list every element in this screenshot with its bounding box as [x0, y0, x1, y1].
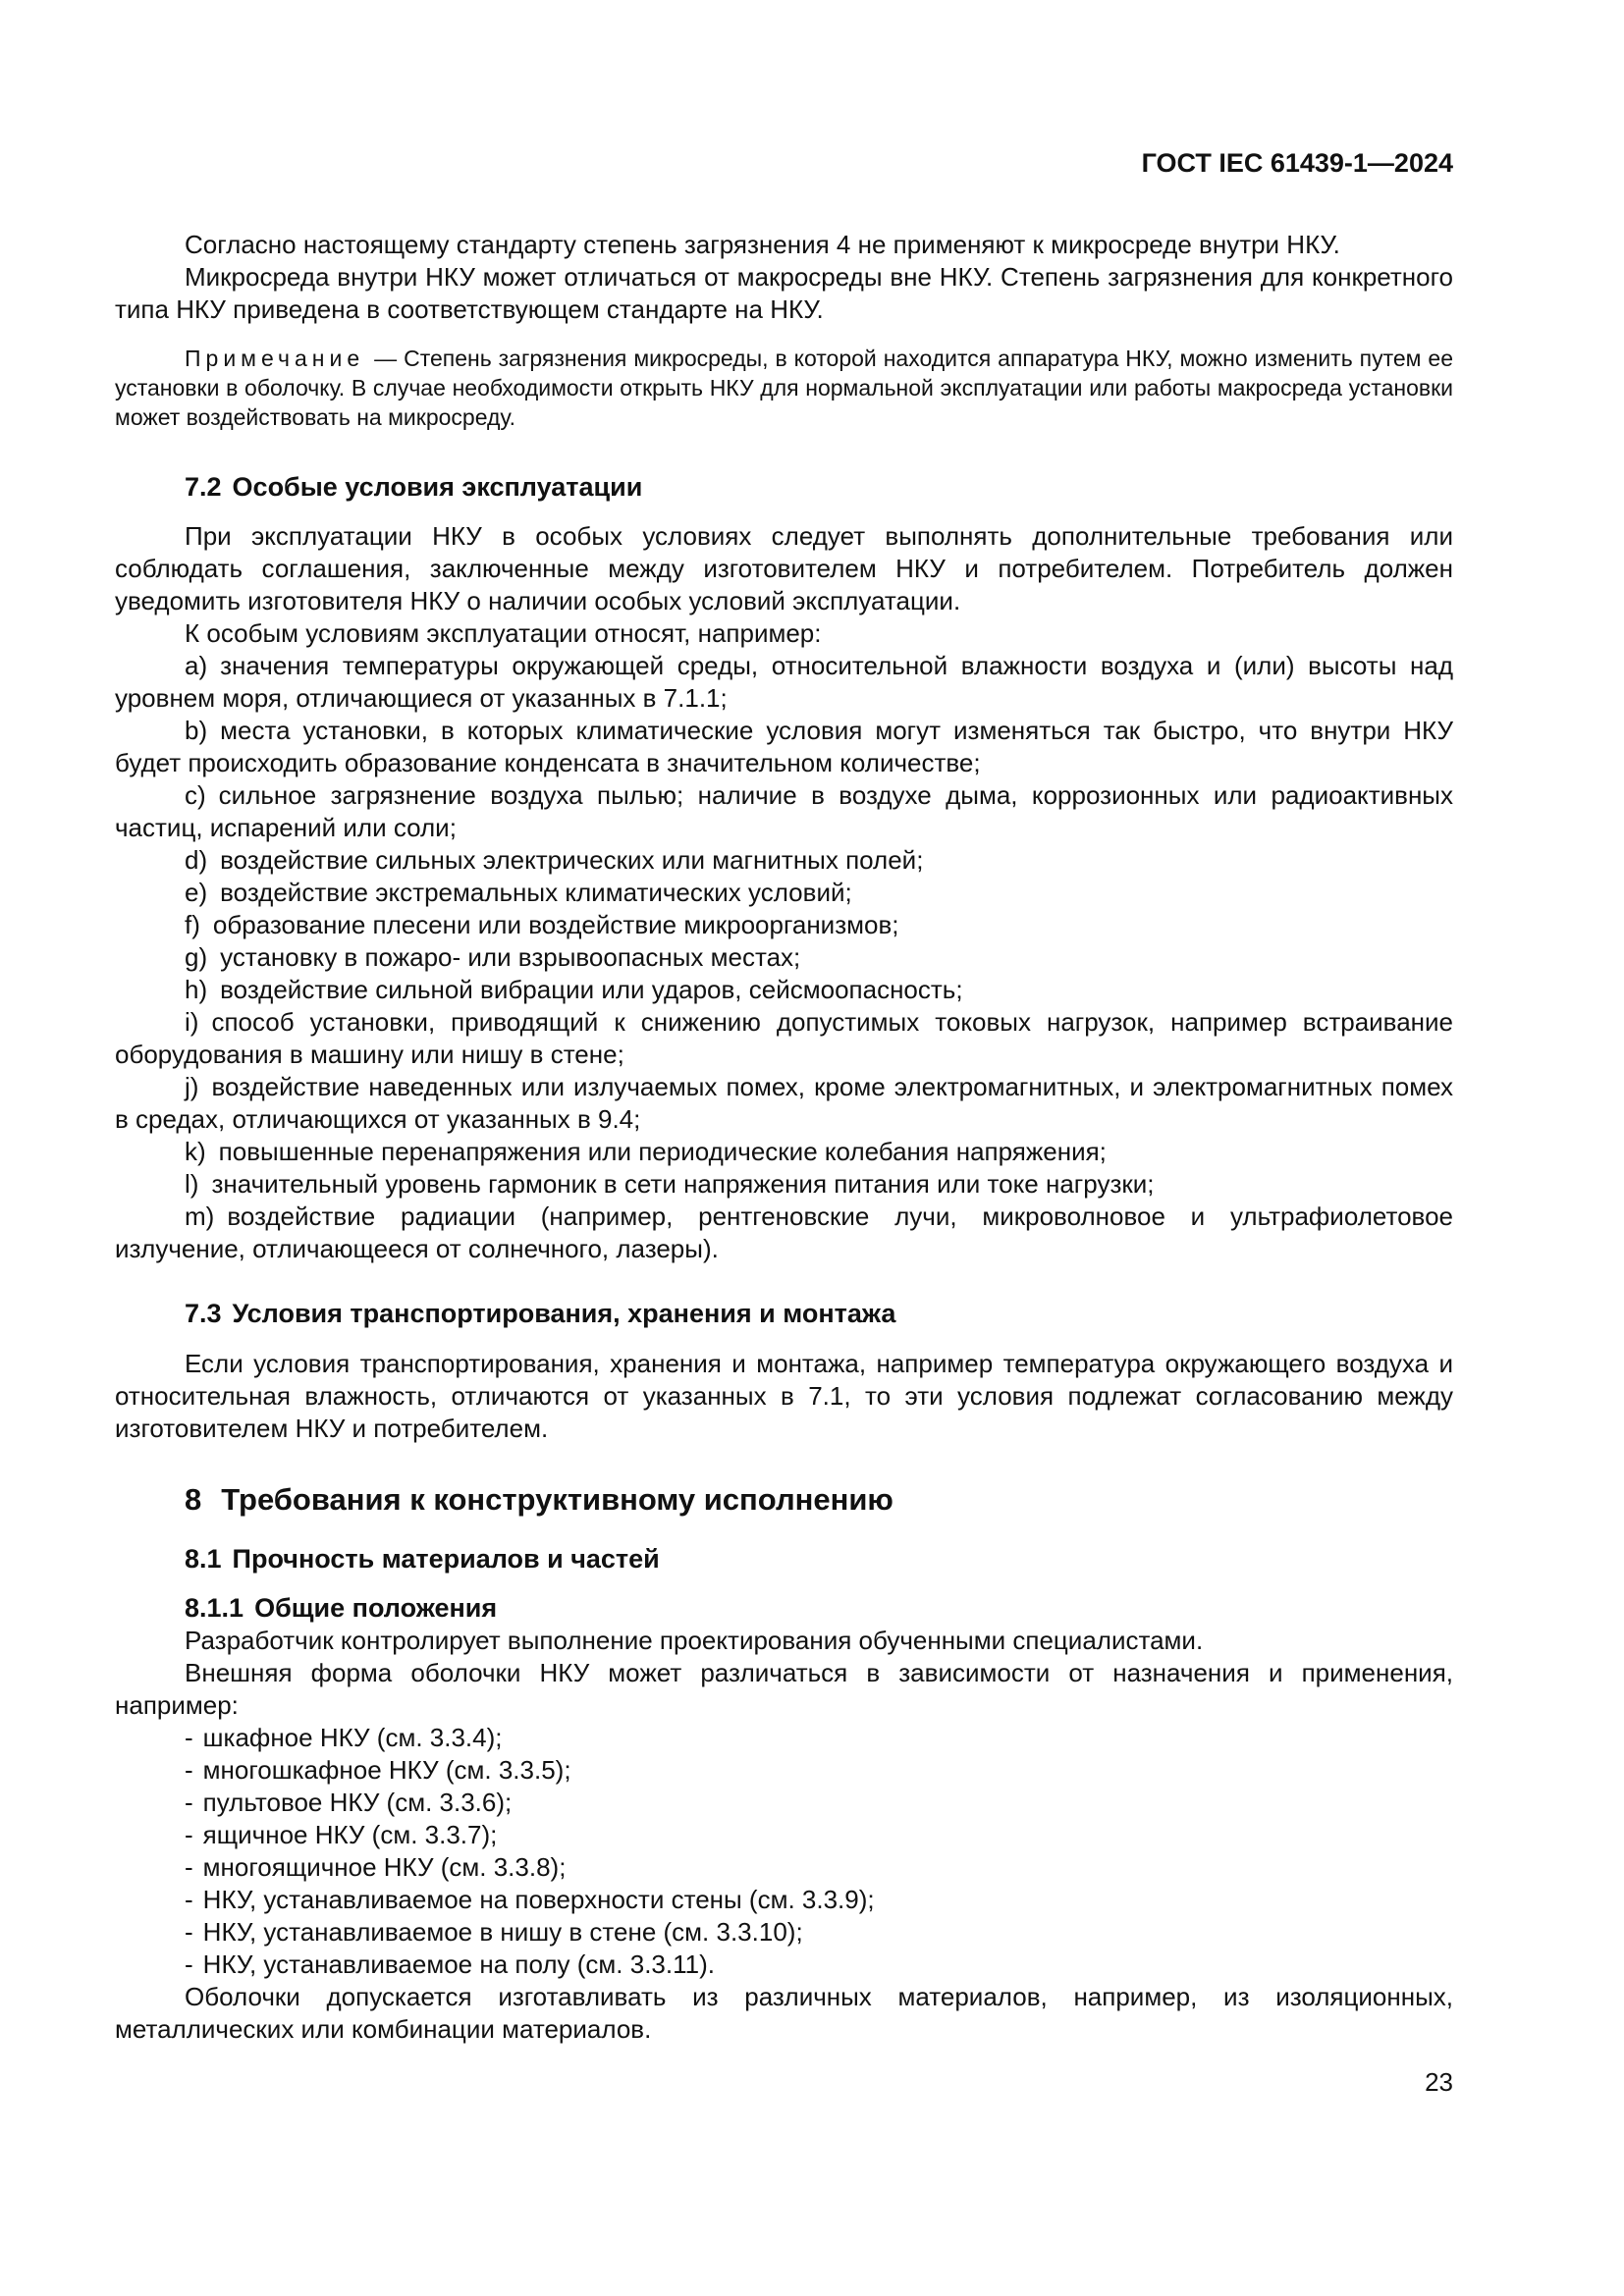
bullet-text: шкафное НКУ (см. 3.3.4); — [202, 1723, 503, 1752]
bullet-item — [115, 1722, 1453, 1754]
section-8-1-1-paragraph-3: Оболочки допускается изготавливать из различных материалов, например, из изоляционных, металлических или комбинации материалов. — [115, 1982, 1453, 2044]
document-code-header: ГОСТ IEC 61439-1—2024 — [1141, 148, 1453, 178]
list-item-l — [115, 1168, 1453, 1201]
section-title: Условия транспортирования, хранения и монтажа — [232, 1299, 896, 1328]
section-7-2-heading — [115, 471, 1453, 504]
bullet-item — [115, 1949, 1453, 1981]
section-8-1-1-paragraph-2: Внешняя форма оболочки НКУ может различаться в зависимости от назначения и применения, например: — [115, 1658, 1453, 1720]
list-item-j — [115, 1071, 1453, 1136]
bullet-dash: - — [185, 1852, 193, 1882]
section-title: Общие положения — [254, 1593, 498, 1623]
section-title: Прочность материалов и частей — [232, 1544, 660, 1574]
page-content — [115, 0, 1453, 2046]
list-item-text: места установки, в которых климатические условия могут изменяться так быстро, что внутри НКУ будет происходить образование конденсата в значительном количестве; — [115, 716, 1453, 777]
section-8-heading — [115, 1480, 1453, 1520]
list-item-f — [115, 909, 1453, 941]
bullet-item — [115, 1754, 1453, 1787]
list-item-label: e) — [185, 878, 208, 907]
bullet-item — [115, 1851, 1453, 1884]
list-item-b — [115, 715, 1453, 779]
section-7-2-paragraph-2: К особым условиям эксплуатации относят, например: — [185, 618, 822, 648]
list-item-label: c) — [185, 780, 206, 810]
list-item-label: l) — [185, 1169, 199, 1199]
list-item-c — [115, 779, 1453, 844]
list-item-label: b) — [185, 716, 208, 745]
list-item-text: воздействие радиации (например, рентгеновские лучи, микроволновое и ультрафиолетовое излучение, отличающееся от солнечного, лазеры). — [115, 1201, 1453, 1263]
list-item-text: воздействие наведенных или излучаемых помех, кроме электромагнитных, и электромагнитных помех в средах, отличающихся от указанных в 9.4; — [115, 1072, 1453, 1134]
list-item-h — [115, 974, 1453, 1006]
bullet-item — [115, 1916, 1453, 1949]
section-7-3-heading — [115, 1298, 1453, 1330]
list-item-label: i) — [185, 1007, 199, 1037]
note-label: Примечание — [185, 346, 365, 371]
list-item-text: способ установки, приводящий к снижению допустимых токовых нагрузок, например встраивание оборудования в машину или нишу в стене; — [115, 1007, 1453, 1069]
intro-paragraph-2: Микросреда внутри НКУ может отличаться от макросреды вне НКУ. Степень загрязнения для конкретного типа НКУ приведена в соответствующем стандарте на НКУ. — [115, 262, 1453, 324]
section-title: Требования к конструктивному исполнению — [221, 1482, 893, 1517]
section-number: 8.1 — [185, 1544, 222, 1574]
section-7-3-paragraph-1: Если условия транспортирования, хранения и монтажа, например температура окружающего воздуха и относительная влажность, отличаются от указанных в 7.1, то эти условия подлежат согласованию между изготовителем НКУ и потребителем. — [115, 1349, 1453, 1443]
section-7-2-paragraph-1: При эксплуатации НКУ в особых условиях следует выполнять дополнительные требования или соблюдать соглашения, заключенные между изготовителем НКУ и потребителем. Потребитель должен уведомить изготовителя НКУ о наличии особых условий эксплуатации. — [115, 521, 1453, 615]
list-item-text: значения температуры окружающей среды, относительной влажности воздуха и (или) высоты над уровнем моря, отличающиеся от указанных в 7.1.1; — [115, 651, 1453, 713]
list-item-label: h) — [185, 975, 208, 1004]
bullet-text: НКУ, устанавливаемое в нишу в стене (см. 3.3.10); — [202, 1917, 803, 1947]
bullet-dash: - — [185, 1755, 193, 1785]
list-item-m — [115, 1201, 1453, 1265]
intro-paragraph-1: Согласно настоящему стандарту степень загрязнения 4 не применяют к микросреде внутри НКУ. — [185, 230, 1340, 259]
bullet-text: ящичное НКУ (см. 3.3.7); — [202, 1820, 498, 1849]
list-item-text: повышенные перенапряжения или периодические колебания напряжения; — [218, 1137, 1107, 1166]
bullet-text: НКУ, устанавливаемое на поверхности стены (см. 3.3.9); — [202, 1885, 875, 1914]
section-number: 8 — [185, 1482, 202, 1517]
list-item-label: k) — [185, 1137, 206, 1166]
section-8-1-1-paragraph-1: Разработчик контролирует выполнение проектирования обученными специалистами. — [185, 1626, 1204, 1655]
list-item-label: d) — [185, 845, 208, 875]
bullet-dash: - — [185, 1723, 193, 1752]
bullet-text: многошкафное НКУ (см. 3.3.5); — [202, 1755, 571, 1785]
list-item-text: значительный уровень гармоник в сети напряжения питания или токе нагрузки; — [211, 1169, 1155, 1199]
bullet-text: пультовое НКУ (см. 3.3.6); — [202, 1788, 513, 1817]
bullet-text: НКУ, устанавливаемое на полу (см. 3.3.11). — [202, 1949, 715, 1979]
bullet-item — [115, 1787, 1453, 1819]
note-paragraph — [115, 344, 1453, 432]
bullet-dash: - — [185, 1949, 193, 1979]
bullet-dash: - — [185, 1820, 193, 1849]
section-8-1-1-heading — [115, 1592, 1453, 1625]
list-item-label: j) — [185, 1072, 199, 1101]
section-title: Особые условия эксплуатации — [232, 472, 643, 502]
bullet-dash: - — [185, 1885, 193, 1914]
section-8-1-heading — [115, 1543, 1453, 1575]
list-item-label: f) — [185, 910, 200, 939]
list-item-label: m) — [185, 1201, 215, 1231]
bullet-dash: - — [185, 1788, 193, 1817]
list-item-text: образование плесени или воздействие микроорганизмов; — [212, 910, 899, 939]
list-item-label: g) — [185, 942, 208, 972]
bullet-text: многоящичное НКУ (см. 3.3.8); — [202, 1852, 567, 1882]
list-item-text: воздействие сильных электрических или магнитных полей; — [220, 845, 924, 875]
section-number: 7.3 — [185, 1299, 222, 1328]
bullet-item — [115, 1884, 1453, 1916]
page-number: 23 — [1425, 2067, 1453, 2097]
note-text: — Степень загрязнения микросреды, в которой находится аппаратура НКУ, можно изменить путем ее установки в оболочку. В случае необходимости открыть НКУ для нормальной эксплуатации или работы макросреда установки может воздействовать на микросреду. — [115, 346, 1453, 430]
list-item-text: воздействие сильной вибрации или ударов, сейсмоопасность; — [220, 975, 963, 1004]
list-item-k — [115, 1136, 1453, 1168]
section-number: 7.2 — [185, 472, 222, 502]
list-item-label: a) — [185, 651, 208, 680]
bullet-dash: - — [185, 1917, 193, 1947]
list-item-e — [115, 877, 1453, 909]
list-item-i — [115, 1006, 1453, 1071]
list-item-text: установку в пожаро- или взрывоопасных местах; — [220, 942, 801, 972]
list-item-d — [115, 844, 1453, 877]
bullet-item — [115, 1819, 1453, 1851]
list-item-text: сильное загрязнение воздуха пылью; наличие в воздухе дыма, коррозионных или радиоактивных частиц, испарений или соли; — [115, 780, 1453, 842]
section-number: 8.1.1 — [185, 1593, 244, 1623]
list-item-a — [115, 650, 1453, 715]
list-item-text: воздействие экстремальных климатических условий; — [220, 878, 852, 907]
list-item-g — [115, 941, 1453, 974]
